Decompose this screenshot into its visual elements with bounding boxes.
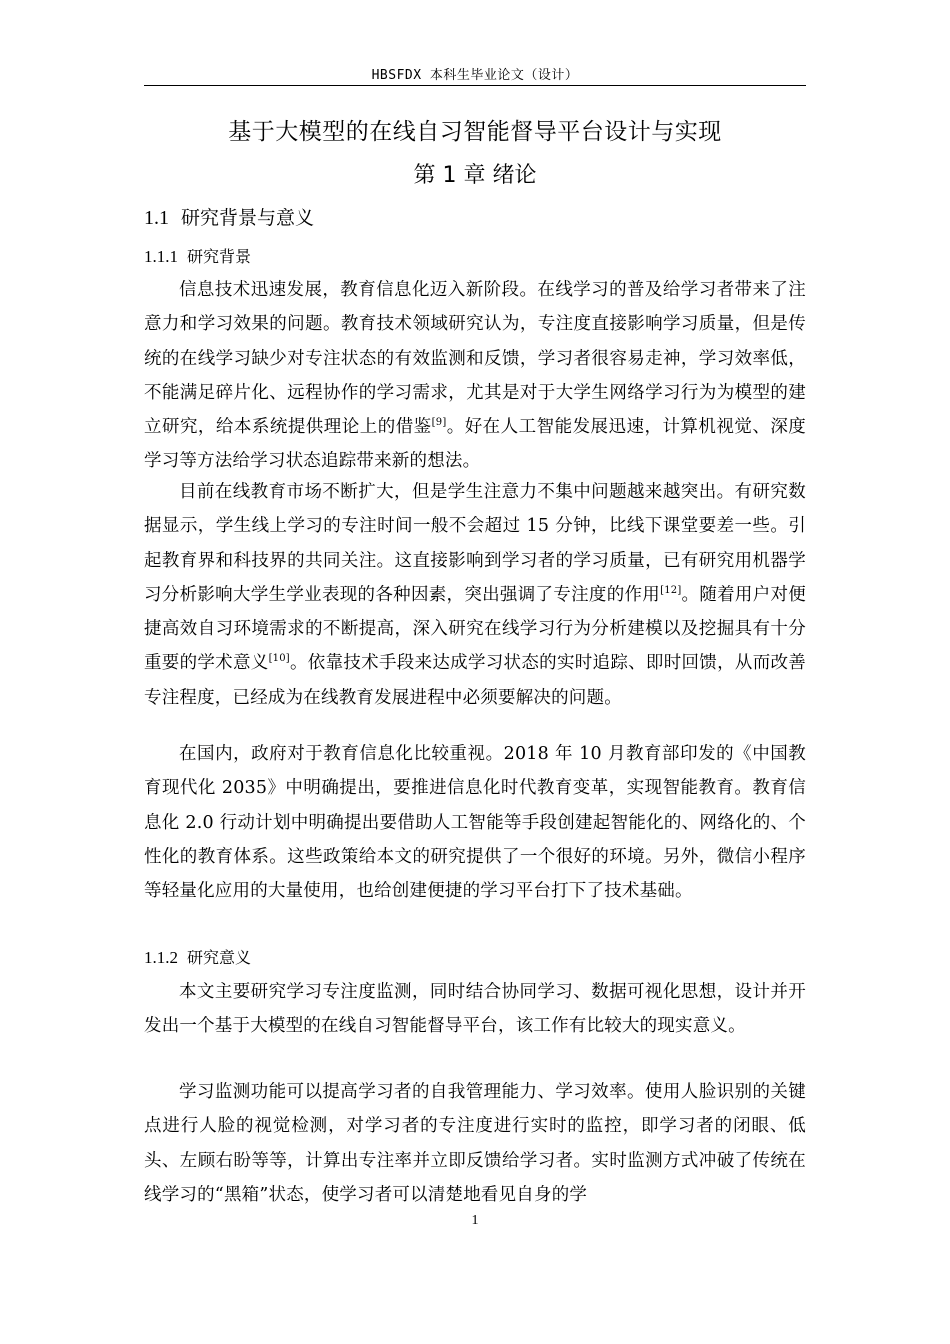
subsection-title: 研究意义 bbox=[187, 948, 252, 967]
subsection-number: 1.1.1 bbox=[144, 247, 178, 266]
subsection-title: 研究背景 bbox=[187, 247, 252, 266]
paragraph-text: 在国内，政府对于教育信息化比较重视。2018 年 10 月教育部印发的《中国教育现代化 2035》中明确提出，要推进信息化时代教育变革，实现智能教育。教育信息化 2.0 行动计划中明确提出要借助人工智能等手段创建起智能化的、网络化的、个性化的教育体系。这些政策给本文的研究提供了一个很好的环境。另外，微信小程序等轻量化应用的大量使用，也给创建便捷的学习平台打下了技术基础。 bbox=[144, 744, 806, 902]
paragraph-text: 目前在线教育市场不断扩大，但是学生注意力不集中问题越来越突出。有研究数据显示，学生线上学习的专注时间一般不会超过 15 分钟，比线下课堂要差一些。引起教育界和科技界的共同关注。这直接影响到学习者的学习质量，已有研究用机器学习分析影响大学生学业表现的各种因素，突出强调了专注度的作用 bbox=[144, 482, 806, 605]
subsection-heading bbox=[144, 244, 251, 267]
section-heading bbox=[144, 203, 314, 230]
subsection-heading bbox=[144, 945, 251, 968]
thesis-title: 基于大模型的在线自习智能督导平台设计与实现 bbox=[228, 119, 722, 145]
paragraph-text: 本文主要研究学习专注度监测，同时结合协同学习、数据可视化思想，设计并开发出一个基于大模型的在线自习智能督导平台，该工作有比较大的现实意义。 bbox=[144, 982, 806, 1037]
paragraph-text: 学习监测功能可以提高学习者的自我管理能力、学习效率。使用人脸识别的关键点进行人脸的视觉检测，对学习者的专注度进行实时的监控，即学习者的闭眼、低头、左顾右盼等等，计算出专注率并立即反馈给学习者。实时监测方式冲破了传统在线学习的“黑箱”状态，使学习者可以清楚地看见自身的学 bbox=[144, 1082, 806, 1205]
section-title: 研究背景与意义 bbox=[181, 207, 315, 229]
body-paragraph bbox=[144, 273, 806, 479]
chapter-title: 第 1 章 绪论 bbox=[413, 163, 537, 188]
citation-marker: [12] bbox=[660, 585, 682, 597]
body-paragraph bbox=[144, 475, 806, 715]
paragraph-text: 信息技术迅速发展，教育信息化迈入新阶段。在线学习的普及给学习者带来了注意力和学习效果的问题。教育技术领域研究认为，专注度直接影响学习质量，但是传统的在线学习缺少对专注状态的有效监测和反馈，学习者很容易走神，学习效率低，不能满足碎片化、远程协作的学习需求，尤其是对于大学生网络学习行为为模型的建立研究，给本系统提供理论上的借鉴 bbox=[144, 280, 806, 438]
paragraph-text: 。随着用户对便捷高效自习环境需求的不断提高，深入研究在线学习行为分析建模以及挖掘具有十分重要的学术意义 bbox=[144, 584, 806, 674]
body-paragraph bbox=[144, 975, 806, 1044]
citation-marker: [10] bbox=[268, 653, 290, 665]
body-paragraph bbox=[144, 1075, 806, 1212]
subsection-number: 1.1.2 bbox=[144, 948, 178, 967]
body-paragraph bbox=[144, 737, 806, 908]
page-number: 1 bbox=[471, 1213, 479, 1228]
paragraph-text: 。依靠技术手段来达成学习状态的实时追踪、即时回馈，从而改善专注程度，已经成为在线教育发展进程中必须要解决的问题。 bbox=[144, 653, 806, 708]
paragraph-text: 。好在人工智能发展迅速，计算机视觉、深度学习等方法给学习状态追踪带来新的想法。 bbox=[144, 417, 807, 472]
citation-marker: [9] bbox=[431, 417, 447, 429]
header-divider bbox=[144, 85, 806, 86]
running-header: HBSFDX 本科生毕业论文（设计） bbox=[371, 68, 579, 83]
section-number: 1.1 bbox=[144, 207, 169, 229]
